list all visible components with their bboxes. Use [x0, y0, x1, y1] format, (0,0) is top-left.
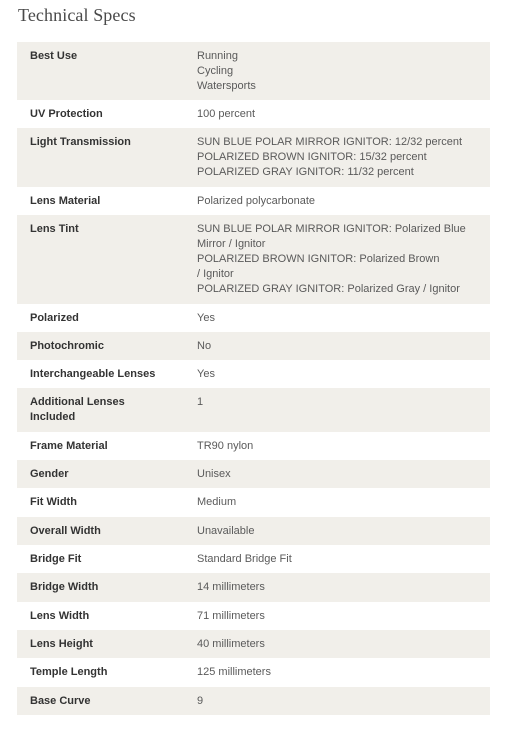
spec-value-line: Polarized polycarbonate [197, 195, 316, 207]
spec-value [183, 388, 490, 432]
spec-label: Overall Width [17, 517, 183, 545]
spec-label: Lens Material [17, 187, 183, 215]
spec-value-line: Mirror / Ignitor [197, 238, 266, 250]
spec-value-line: / Ignitor [197, 268, 234, 280]
spec-value-line: SUN BLUE POLAR MIRROR IGNITOR: Polarized Blue [197, 223, 466, 235]
spec-label [17, 388, 183, 432]
spec-label: Frame Material [17, 432, 183, 460]
spec-value-line: Yes [197, 368, 215, 380]
spec-value [183, 545, 490, 573]
spec-label: Polarized [17, 304, 183, 332]
spec-row [17, 42, 490, 100]
spec-value-line: No [197, 340, 212, 352]
spec-value-line: Standard Bridge Fit [197, 553, 292, 565]
spec-value-line: POLARIZED GRAY IGNITOR: Polarized Gray / Ignitor [197, 283, 460, 295]
spec-row [17, 187, 490, 215]
spec-label: Light Transmission [17, 128, 183, 187]
spec-value [183, 187, 490, 215]
spec-value-line: 1 [197, 396, 204, 408]
spec-value [183, 517, 490, 545]
spec-label-line: Additional Lenses [30, 396, 125, 408]
spec-value-line: Yes [197, 312, 215, 324]
spec-value-line: 14 millimeters [197, 581, 265, 593]
spec-label: Lens Tint [17, 215, 183, 304]
spec-row [17, 215, 490, 304]
spec-value-line: SUN BLUE POLAR MIRROR IGNITOR: 12/32 percent [197, 136, 463, 148]
spec-value-line: Unavailable [197, 525, 255, 537]
spec-value [183, 128, 490, 187]
spec-value [183, 42, 490, 100]
spec-label: Temple Length [17, 658, 183, 687]
spec-value [183, 658, 490, 687]
spec-row [17, 517, 490, 545]
spec-label: Base Curve [17, 687, 183, 715]
spec-row [17, 602, 490, 630]
spec-row [17, 460, 490, 488]
spec-row [17, 128, 490, 187]
spec-row [17, 100, 490, 128]
spec-label: Interchangeable Lenses [17, 360, 183, 388]
spec-row [17, 545, 490, 573]
spec-value-line: POLARIZED BROWN IGNITOR: Polarized Brown [197, 253, 440, 265]
spec-value-line: TR90 nylon [197, 440, 254, 452]
spec-label: Lens Height [17, 630, 183, 658]
spec-value-line: Cycling [197, 65, 234, 77]
spec-value-line: Running [197, 50, 238, 62]
spec-value [183, 332, 490, 360]
spec-value [183, 573, 490, 602]
spec-label: Bridge Fit [17, 545, 183, 573]
spec-row [17, 332, 490, 360]
spec-row [17, 573, 490, 602]
spec-label: Photochromic [17, 332, 183, 360]
spec-value [183, 488, 490, 517]
spec-value [183, 687, 490, 715]
spec-value [183, 602, 490, 630]
spec-value-line: 40 millimeters [197, 638, 265, 650]
spec-row [17, 388, 490, 432]
spec-value-line: Medium [197, 496, 237, 508]
spec-label: Bridge Width [17, 573, 183, 602]
spec-label: Gender [17, 460, 183, 488]
spec-value-line: 9 [197, 695, 204, 707]
spec-value-line: Watersports [197, 80, 256, 92]
spec-label: Fit Width [17, 488, 183, 517]
spec-value [183, 460, 490, 488]
spec-row [17, 360, 490, 388]
spec-value [183, 100, 490, 128]
spec-row [17, 630, 490, 658]
spec-row [17, 687, 490, 715]
spec-row [17, 432, 490, 460]
spec-value [183, 360, 490, 388]
spec-value-line: 100 percent [197, 108, 256, 120]
spec-value-line: 71 millimeters [197, 610, 265, 622]
spec-value-line: POLARIZED GRAY IGNITOR: 11/32 percent [197, 166, 414, 178]
spec-label: Lens Width [17, 602, 183, 630]
spec-value [183, 215, 490, 304]
spec-label: UV Protection [17, 100, 183, 128]
page-title: Technical Specs [18, 5, 136, 25]
spec-value [183, 304, 490, 332]
specs-table-body [17, 42, 490, 715]
spec-row [17, 488, 490, 517]
specs-table [17, 42, 490, 715]
spec-value [183, 630, 490, 658]
spec-label-line: Included [30, 411, 76, 423]
spec-value [183, 432, 490, 460]
spec-value-line: Unisex [197, 468, 231, 480]
spec-value-line: 125 millimeters [197, 666, 271, 678]
spec-label: Best Use [17, 42, 183, 100]
spec-row [17, 658, 490, 687]
spec-value-line: POLARIZED BROWN IGNITOR: 15/32 percent [197, 151, 427, 163]
spec-row [17, 304, 490, 332]
